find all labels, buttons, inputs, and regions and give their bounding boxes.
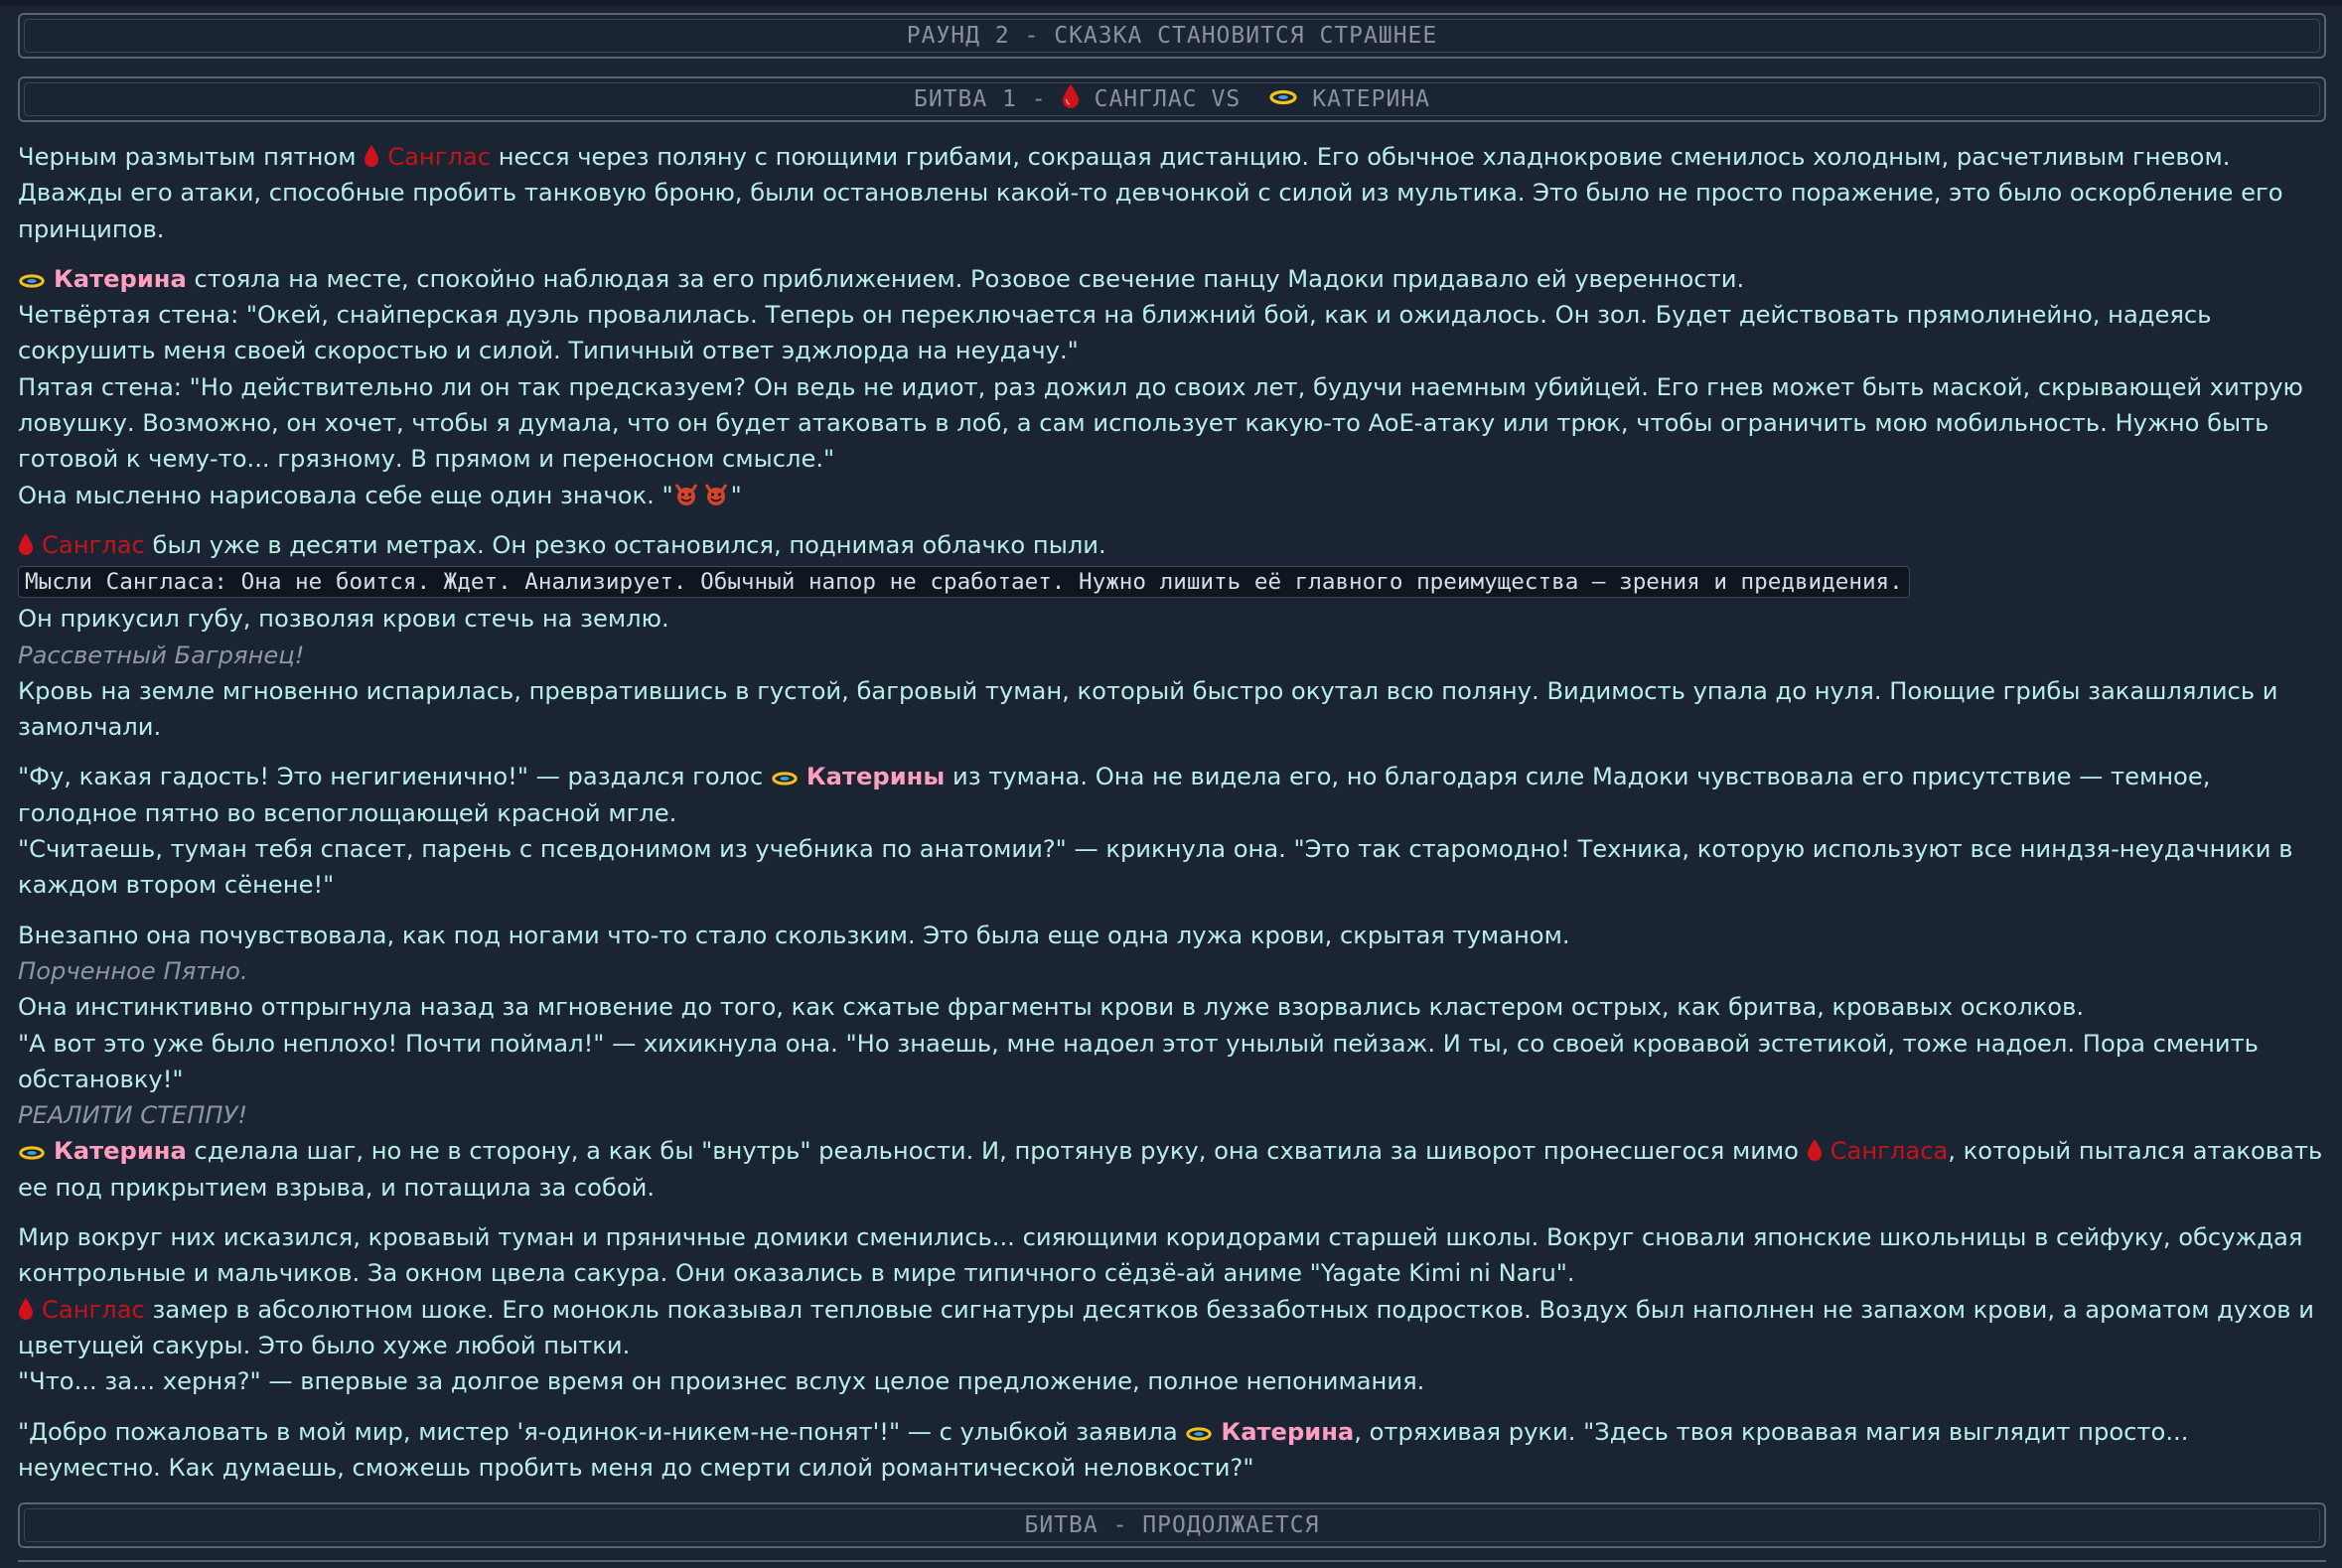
story-paragraph: [18, 139, 2327, 247]
story-text-segment: Она мысленно нарисовала себе еще один значок. ": [18, 481, 673, 509]
story-paragraph: [18, 1133, 2327, 1206]
story-paragraph: "Считаешь, туман тебя спасет, парень с псевдонимом из учебника по анатомии?" — крикнула она. "Это так старомодно! Техника, которую используют все ниндзя-неудачники в каждом втором сёнене!": [18, 835, 2293, 900]
katerina-name: Катерина: [54, 1137, 187, 1166]
story-paragraph: Внезапно она почувствовала, как под ногами что-то стало скользким. Это была еще одна лужа крови, скрытая туманом.: [18, 921, 1570, 949]
fifth-wall-line: Пятая стена: "Но действительно ли он так предсказуем? Он ведь не идиот, раз дожил до своих лет, будучи наемным убийцей. Его гнев может быть маской, скрывающей хитрую ловушку. Возможно, он хочет, чтобы я думала, что он будет атаковать в лоб, а сам использует какую-то AoE-атаку или трюк, чтобы ограничить мою мобильность. Нужно быть готовой к чему-то... грязному. В прямом и переносном смысле.": [18, 372, 2303, 474]
story-text-segment: сделала шаг, но не в сторону, а как бы "внутрь" реальности. И, протянув руку, она схватила за шиворот пронесшегося мимо: [194, 1137, 1799, 1166]
blood-drop-icon: [364, 144, 379, 168]
story-paragraph: Он прикусил губу, позволяя крови стечь на землю.: [18, 605, 669, 634]
story-text-segment: , отряхивая руки. "Здесь твоя кровавая магия выглядит просто... неуместно. Как думаешь, сможешь пробить меня до смерти силой романтической неловкости?": [18, 1417, 2189, 1482]
story-paragraph: "Что... за... херня?" — впервые за долгое время он произнес вслух целое предложение, полное непонимания.: [18, 1367, 1425, 1396]
battle-continues-banner: [18, 1502, 2326, 1548]
fighter-b-name: КАТЕРИНА: [1312, 86, 1431, 112]
blood-drop-icon: [18, 1297, 34, 1321]
halo-ring-icon: [1268, 86, 1298, 112]
next-banner-edge: [18, 1560, 2326, 1568]
story-paragraph: Кровь на земле мгновенно испарилась, превратившись в густой, багровый туман, который быстро окутал всю поляну. Видимость упала до нуля. Поющие грибы закашлялись и замолчали.: [18, 676, 2278, 742]
skill-name: Порченное Пятно.: [18, 956, 248, 985]
halo-ring-icon: [18, 1144, 46, 1162]
story-text-segment: "Фу, какая гадость! Это негигиенично!" — раздался голос: [18, 763, 764, 791]
story-paragraph: [18, 527, 2327, 563]
fighter-a-name: САНГЛАС: [1094, 86, 1198, 112]
sunglas-name: Санглас: [387, 143, 492, 171]
story-paragraph: Она инстинктивно отпрыгнула назад за мгновение до того, как сжатые фрагменты крови в луже взорвались кластером острых, как бритва, кровавых осколков.: [18, 993, 2085, 1022]
story-paragraph: [18, 478, 2327, 513]
smiling-devil-icon: [703, 483, 729, 506]
story-paragraph: [18, 1414, 2327, 1487]
katerina-name: Катерина: [1221, 1417, 1355, 1446]
story-text-segment: из тумана. Она не видела его, но благодаря силе Мадоки чувствовала его присутствие — темное, голодное пятно во всепоглощающей красной мгле.: [18, 763, 2211, 827]
sunglas-name: Сангласа: [1830, 1137, 1949, 1166]
top-edge: [0, 0, 2342, 6]
sunglas-name: Санглас: [42, 1295, 145, 1324]
story-paragraph: Мир вокруг них исказился, кровавый туман и пряничные домики сменились... сияющими коридорами старшей школы. Вокруг сновали японские школьницы в сейфуку, обсуждая контрольные и мальчиков. За окном цвела сакура. Они оказались в мире типичного сёдзё-ай аниме "Yagate Kimi ni Naru".: [18, 1223, 2303, 1288]
skill-name: РЕАЛИТИ СТЕППУ!: [18, 1101, 248, 1130]
story-text-segment: "Добро пожаловать в мой мир, мистер 'я-одинок-и-никем-не-понят'!" — с улыбкой заявила: [18, 1417, 1178, 1446]
vs-label: VS: [1211, 86, 1242, 112]
halo-ring-icon: [18, 272, 46, 290]
katerina-name: Катерина: [54, 264, 187, 293]
story-text-segment: стояла на месте, спокойно наблюдая за его приближением. Розовое свечение панцу Мадоки придавало ей уверенности.: [194, 264, 1745, 293]
story-text-segment: Черным размытым пятном: [18, 143, 357, 171]
story-text-segment: ": [730, 481, 742, 509]
fourth-wall-line: Четвёртая стена: "Окей, снайперская дуэль провалилась. Теперь он переключается на ближний бой, как и ожидалось. Он зол. Будет действовать прямолинейно, надеясь сокрушить меня своей скоростью и силой. Типичный ответ эджлорда на неудачу.": [18, 301, 2212, 365]
halo-ring-icon: [1185, 1425, 1213, 1443]
sunglas-thought-box: Мысли Сангласа: Она не боится. Ждет. Анализирует. Обычный напор не сработает. Нужно лишить её главного преимущества — зрения и предвидения.: [18, 566, 1910, 598]
story-text-segment: был уже в десяти метрах. Он резко остановился, поднимая облачко пыли.: [152, 530, 1106, 559]
halo-ring-icon: [771, 770, 799, 787]
story-paragraph: [18, 759, 2327, 831]
story-text-segment: , который пытался атаковать ее под прикрытием взрыва, и потащила за собой.: [18, 1137, 2323, 1202]
story-text-segment: несся через поляну с поющими грибами, сокращая дистанцию. Его обычное хладнокровие сменилось холодным, расчетливым гневом. Дважды его атаки, способные пробить танковую броню, были остановлены какой-то девчонкой с силой из мультика. Это было не просто поражение, это было оскорбление его принципов.: [18, 143, 2283, 243]
story-text-segment: замер в абсолютном шоке. Его монокль показывал тепловые сигнатуры десятков беззаботных подростков. Воздух был наполнен не запахом крови, а ароматом духов и цветущей сакуры. Это было хуже любой пытки.: [18, 1295, 2314, 1359]
katerina-name: Катерины: [805, 763, 946, 791]
battle-label: БИТВА 1 -: [913, 86, 1047, 112]
blood-drop-icon: [1807, 1138, 1823, 1162]
story-paragraph: "А вот это уже было неплохо! Почти поймал!" — хихикнула она. "Но знаешь, мне надоел этот унылый пейзаж. И ты, со своей кровавой эстетикой, тоже надоел. Пора сменить обстановку!": [18, 1029, 2259, 1093]
story-text: [18, 139, 2327, 1486]
skill-name: Рассветный Багрянец!: [18, 641, 305, 669]
battle-continues-label: БИТВА - ПРОДОЛЖАЕТСЯ: [1024, 1512, 1320, 1538]
blood-drop-icon: [1061, 83, 1081, 115]
blood-drop-icon: [18, 532, 34, 556]
story-paragraph: [18, 1292, 2327, 1364]
round-banner: [18, 13, 2326, 59]
battle-banner: [18, 76, 2326, 122]
story-paragraph: [18, 261, 2327, 297]
round-title: РАУНД 2 - СКАЗКА СТАНОВИТСЯ СТРАШНЕЕ: [906, 23, 1438, 49]
thought-line: [18, 563, 2327, 601]
smiling-devil-icon: [673, 483, 699, 506]
sunglas-name: Санглас: [42, 530, 145, 559]
